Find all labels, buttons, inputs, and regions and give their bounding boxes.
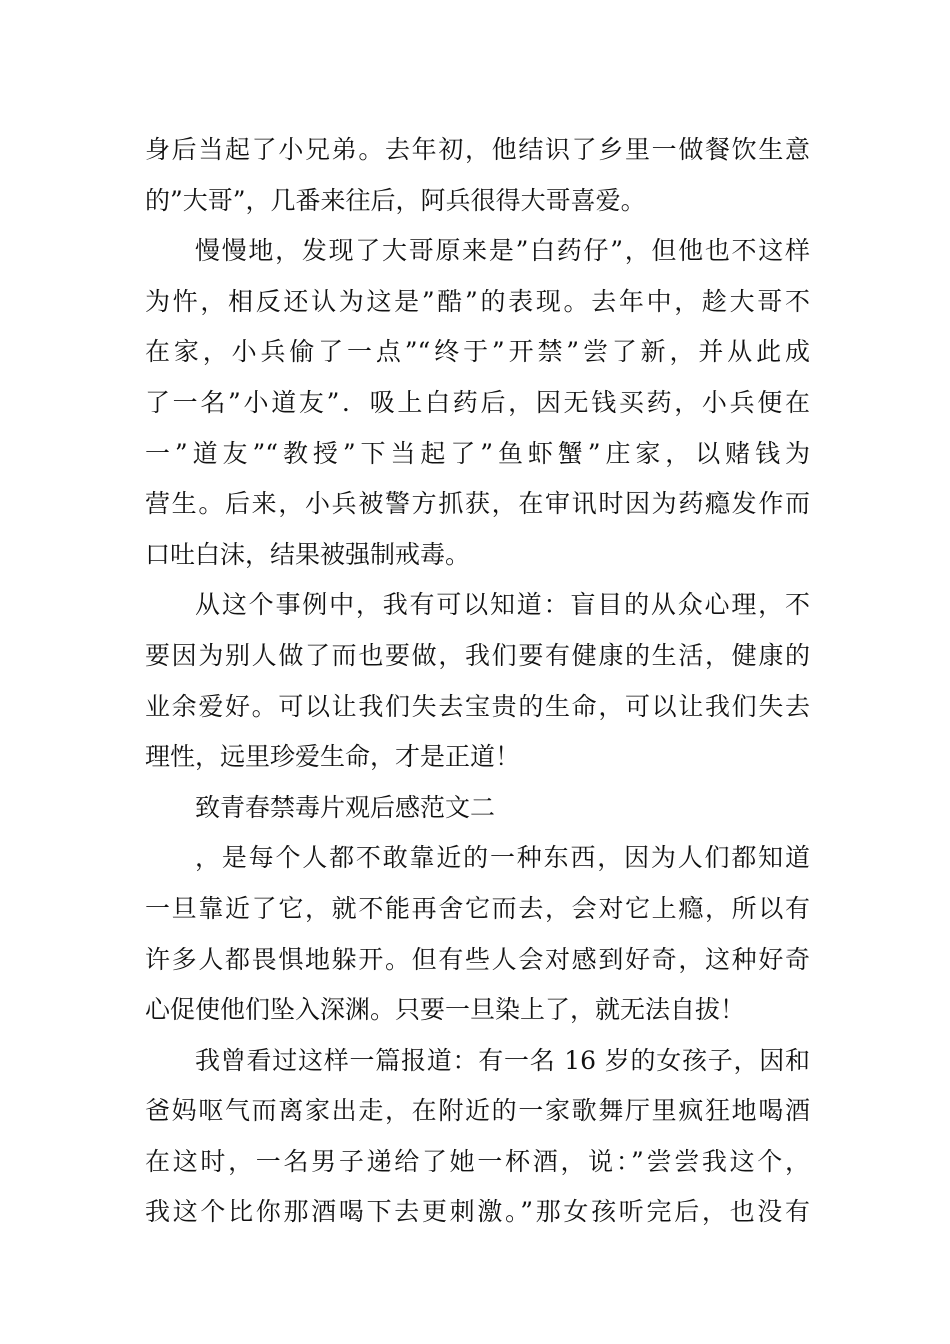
text-line: 我这个比你那酒喝下去更刺激。”那女孩听完后，也没有: [145, 1197, 810, 1227]
text-line: 营生。后来，小兵被警方抓获，在审讯时因为药瘾发作而: [145, 489, 810, 519]
text-line: 为忤，相反还认为这是”酷”的表现。去年中，趁大哥不: [145, 286, 810, 316]
text-line: 在这时，一名男子递给了她一杯酒，说：”尝尝我这个，: [145, 1146, 810, 1176]
text-line: 的”大哥”，几番来往后，阿兵很得大哥喜爱。: [145, 185, 646, 215]
text-line: 口吐白沫，结果被强制戒毒。: [145, 539, 471, 569]
text-line: 身后当起了小兄弟。去年初，他结识了乡里一做餐饮生意: [145, 135, 810, 164]
text-line: 业余爱好。可以让我们失去宝贵的生命，可以让我们失去: [145, 691, 810, 721]
text-line: 在家，小兵偷了一点”“终于”开禁”尝了新，并从此成: [145, 337, 810, 367]
text-line: ，是每个人都不敢靠近的一种东西，因为人们都知道: [195, 843, 810, 873]
text-line: 我曾看过这样一篇报道：有一名 16 岁的女孩子，因和: [195, 1045, 810, 1075]
text-line: 了一名”小道友”．吸上白药后，因无钱买药，小兵便在: [145, 387, 810, 417]
text-line: 要因为别人做了而也要做，我们要有健康的生活，健康的: [145, 640, 810, 670]
text-line: 理性，远里珍爱生命，才是正道！: [145, 742, 521, 772]
text-line: 一”道友”“教授”下当起了”鱼虾蟹”庄家，以赌钱为: [145, 438, 810, 468]
text-line: 慢慢地，发现了大哥原来是”白药仔”，但他也不这样: [195, 236, 810, 266]
section-heading: 致青春禁毒片观后感范文二: [195, 792, 496, 822]
text-line: 从这个事例中，我有可以知道：盲目的从众心理，不: [195, 590, 810, 620]
text-line: 爸妈呕气而离家出走，在附近的一家歌舞厅里疯狂地喝酒: [145, 1096, 810, 1126]
text-line: 一旦靠近了它，就不能再舍它而去，会对它上瘾，所以有: [145, 893, 810, 923]
text-line: 心促使他们坠入深渊。只要一旦染上了，就无法自拔！: [145, 995, 746, 1025]
text-line: 许多人都畏惧地躲开。但有些人会对感到好奇，这种好奇: [145, 944, 810, 974]
body-text: [145, 125, 810, 1238]
